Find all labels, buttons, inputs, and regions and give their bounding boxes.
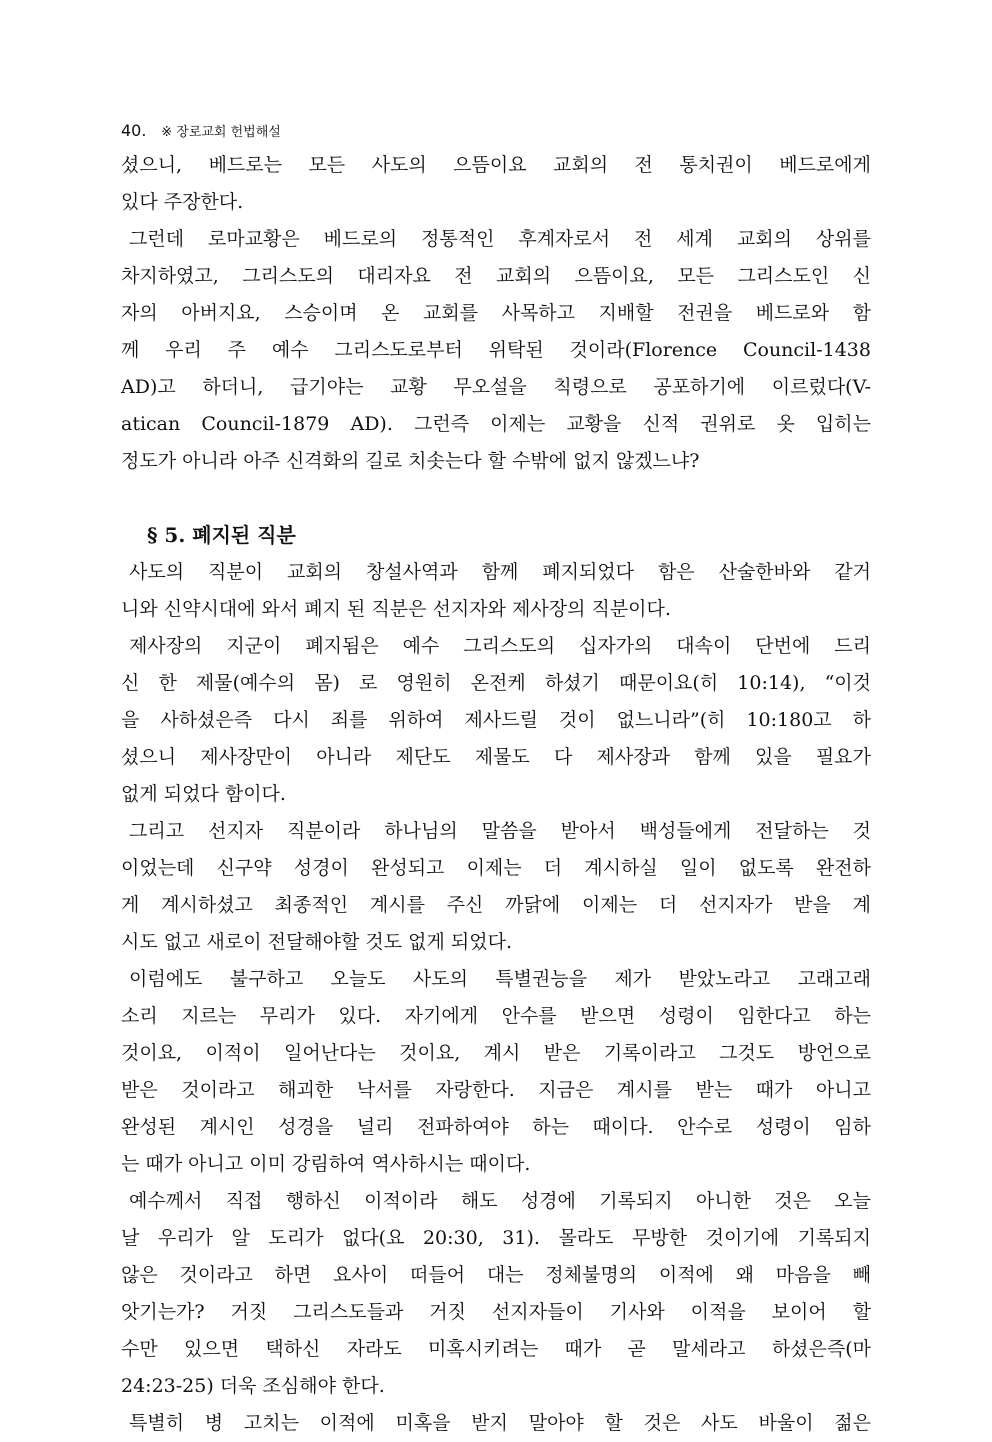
text-line: 않은 것이라고 하면 요사이 떠들어 대는 정체불명의 이적에 왜 마음을 빼: [121, 1264, 871, 1286]
text-line: 을 사하셨은즉 다시 죄를 위하여 제사드릴 것이 없느니라”(히 10:180고 하: [121, 709, 871, 731]
text-line: 그런데 로마교황은 베드로의 정통적인 후계자로서 전 세계 교회의 상위를: [129, 228, 871, 250]
text-line: 수만 있으면 택하신 자라도 미혹시키려는 때가 곧 말세라고 하셨은즉(마: [121, 1338, 871, 1360]
text-line: 제사장의 지군이 폐지됨은 예수 그리스도의 십자가의 대속이 단번에 드리: [129, 635, 871, 657]
text-line: 그리고 선지자 직분이라 하나님의 말씀을 받아서 백성들에게 전달하는 것: [129, 820, 871, 842]
text-line: 께 우리 주 예수 그리스도로부터 위탁된 것이라(Florence Council-1438: [121, 339, 871, 361]
paragraph-gap: [121, 480, 871, 517]
text-line: 받은 것이라고 해괴한 낙서를 자랑한다. 지금은 계시를 받는 때가 아니고: [121, 1079, 871, 1101]
document-body: [121, 147, 871, 1442]
text-line: 자의 아버지요, 스승이며 온 교회를 사목하고 지배할 전권을 베드로와 함: [121, 302, 871, 324]
text-line: 게 계시하셨고 최종적인 계시를 주신 까닭에 이제는 더 선지자가 받을 계: [121, 894, 871, 916]
text-line: 특별히 병 고치는 이적에 미혹을 받지 말아야 할 것은 사도 바울이 젊은: [129, 1412, 871, 1434]
text-line: 날 우리가 알 도리가 없다(요 20:30, 31). 몰라도 무방한 것이기에 기록되지: [121, 1227, 871, 1249]
running-title: ※ 장로교회 헌법해설: [161, 125, 281, 140]
text-line: 셨으니 제사장만이 아니라 제단도 제물도 다 제사장과 함께 있을 필요가: [121, 746, 871, 768]
text-line: 정도가 아니라 아주 신격화의 길로 치솟는다 할 수밖에 없지 않겠느냐?: [121, 450, 700, 472]
text-line: 24:23-25) 더욱 조심해야 한다.: [121, 1375, 385, 1397]
text-line: 소리 지르는 무리가 있다. 자기에게 안수를 받으면 성령이 임한다고 하는: [121, 1005, 871, 1027]
text-line: 셨으니, 베드로는 모든 사도의 으뜸이요 교회의 전 통치권이 베드로에게: [121, 154, 871, 176]
section-heading: § 5. 폐지된 직분: [147, 523, 296, 547]
text-line: AD)고 하더니, 급기야는 교황 무오설을 칙령으로 공포하기에 이르렀다(V-: [121, 376, 871, 398]
text-line: 있다 주장한다.: [121, 191, 244, 213]
text-line: 없게 되었다 함이다.: [121, 783, 286, 805]
text-line: 니와 신약시대에 와서 폐지 된 직분은 선지자와 제사장의 직분이다.: [121, 598, 671, 620]
page-header: [121, 121, 281, 143]
text-line: 신 한 제물(예수의 몸) 로 영원히 온전케 하셨기 때문이요(히 10:14), “이것: [121, 672, 871, 694]
text-line: 는 때가 아니고 이미 강림하여 역사하시는 때이다.: [121, 1153, 531, 1175]
text-line: 완성된 계시인 성경을 널리 전파하여야 하는 때이다. 안수로 성령이 임하: [121, 1116, 871, 1138]
text-line: 사도의 직분이 교회의 창설사역과 함께 폐지되었다 함은 산술한바와 같거: [129, 561, 871, 583]
text-line: 예수께서 직접 행하신 이적이라 해도 성경에 기록되지 아니한 것은 오늘: [129, 1190, 871, 1212]
text-line: 앗기는가? 거짓 그리스도들과 거짓 선지자들이 기사와 이적을 보이어 할: [121, 1301, 871, 1323]
text-line: atican Council-1879 AD). 그런즉 이제는 교황을 신적 권위로 옷 입히는: [121, 413, 871, 435]
text-line: 이럼에도 불구하고 오늘도 사도의 특별권능을 제가 받았노라고 고래고래: [129, 968, 871, 990]
text-line: 시도 없고 새로이 전달해야할 것도 없게 되었다.: [121, 931, 513, 953]
text-line: 것이요, 이적이 일어난다는 것이요, 계시 받은 기록이라고 그것도 방언으로: [121, 1042, 871, 1064]
text-line: 차지하였고, 그리스도의 대리자요 전 교회의 으뜸이요, 모든 그리스도인 신: [121, 265, 871, 287]
page-number: 40.: [121, 121, 147, 140]
text-line: 이었는데 신구약 성경이 완성되고 이제는 더 계시하실 일이 없도록 완전하: [121, 857, 871, 879]
